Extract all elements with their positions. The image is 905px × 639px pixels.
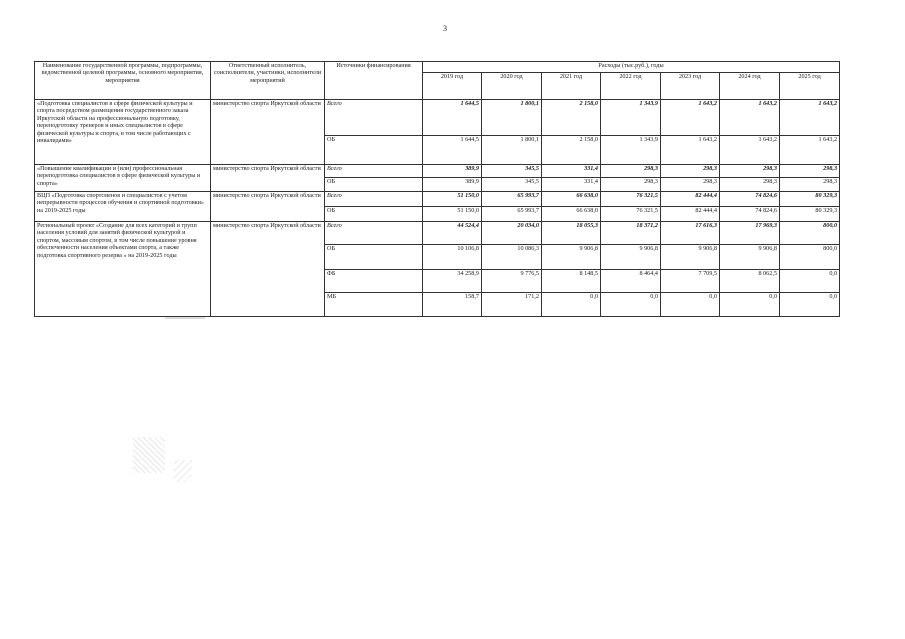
- header-expenses: Расходы (тыс.руб.), годы: [423, 62, 840, 73]
- value-cell: 298,3: [780, 165, 840, 178]
- value-cell: 800,0: [780, 222, 840, 245]
- value-cell: 345,5: [482, 165, 542, 178]
- value-cell: 76 321,5: [601, 192, 661, 207]
- value-cell: 331,4: [542, 178, 601, 192]
- value-cell: 1 343,9: [601, 136, 661, 165]
- value-cell: 298,3: [780, 178, 840, 192]
- header-year: 2022 год: [601, 73, 661, 100]
- scan-artifact: [174, 460, 192, 482]
- value-cell: 1 800,1: [482, 100, 542, 136]
- value-cell: 298,3: [601, 165, 661, 178]
- scan-artifact: [165, 317, 205, 319]
- executor: министерство спорта Иркутской области: [211, 100, 325, 165]
- value-cell: 1 644,5: [423, 136, 482, 165]
- value-cell: 298,3: [661, 165, 720, 178]
- executor: министерство спорта Иркутской области: [211, 192, 325, 222]
- header-source-column: Источники финансирования: [325, 62, 423, 100]
- value-cell: 82 444,4: [661, 192, 720, 207]
- header-year: 2019 год: [423, 73, 482, 100]
- value-cell: 20 034,0: [482, 222, 542, 245]
- value-cell: 1 644,5: [423, 100, 482, 136]
- value-cell: 0,0: [601, 293, 661, 317]
- value-cell: 7 709,5: [661, 270, 720, 293]
- budget-table: [34, 61, 840, 317]
- value-cell: 51 150,0: [423, 192, 482, 207]
- value-cell: 345,5: [482, 178, 542, 192]
- header-name-column: Наименование государственной программы, подпрограммы, ведомственной целевой программы, основного мероприятия, мероприятия: [35, 62, 211, 100]
- header-year: 2021 год: [542, 73, 601, 100]
- table-row: [35, 222, 840, 245]
- funding-source: ОБ: [325, 136, 423, 165]
- value-cell: 17 616,3: [661, 222, 720, 245]
- table-row: [35, 192, 840, 207]
- value-cell: 8 464,4: [601, 270, 661, 293]
- value-cell: 389,9: [423, 178, 482, 192]
- value-cell: 66 638,0: [542, 207, 601, 222]
- program-name: «Повышение квалификации и (или) профессиональная переподготовка специалистов в сфере физической культуры и спорта»: [35, 165, 211, 192]
- header-year: 2025 год: [780, 73, 840, 100]
- value-cell: 1 643,2: [720, 100, 780, 136]
- value-cell: 9 776,5: [482, 270, 542, 293]
- value-cell: 8 062,5: [720, 270, 780, 293]
- value-cell: 74 824,6: [720, 192, 780, 207]
- table-row: [35, 100, 840, 136]
- value-cell: 158,7: [423, 293, 482, 317]
- value-cell: 0,0: [720, 293, 780, 317]
- value-cell: 0,0: [661, 293, 720, 317]
- value-cell: 74 824,6: [720, 207, 780, 222]
- value-cell: 298,3: [720, 178, 780, 192]
- funding-source: Всего: [325, 100, 423, 136]
- funding-source: ОБ: [325, 178, 423, 192]
- value-cell: 1 643,2: [780, 136, 840, 165]
- program-name: Региональный проект «Создание для всех категорий и групп населения условий для занятий физической культурой и спортом, массовым спортом, в том числе повышение уровня обеспеченности населения объектами спорта, а также подготовка спортивного резерва » на 2019-2025 годы: [35, 222, 211, 317]
- page-number: 3: [443, 24, 447, 33]
- value-cell: 34 258,9: [423, 270, 482, 293]
- executor: министерство спорта Иркутской области: [211, 165, 325, 192]
- value-cell: 51 150,0: [423, 207, 482, 222]
- value-cell: 18 371,2: [601, 222, 661, 245]
- value-cell: 66 638,0: [542, 192, 601, 207]
- value-cell: 2 158,0: [542, 136, 601, 165]
- funding-source: Всего: [325, 222, 423, 245]
- value-cell: 800,0: [780, 245, 840, 270]
- value-cell: 1 643,2: [661, 136, 720, 165]
- value-cell: 80 329,3: [780, 192, 840, 207]
- header-year: 2023 год: [661, 73, 720, 100]
- header-executor-column: Ответственный исполнитель, соисполнители, участники, исполнители мероприятий: [211, 62, 325, 100]
- funding-source: Всего: [325, 192, 423, 207]
- value-cell: 10 106,8: [423, 245, 482, 270]
- value-cell: 171,2: [482, 293, 542, 317]
- value-cell: 0,0: [780, 293, 840, 317]
- funding-source: Всего: [325, 165, 423, 178]
- value-cell: 298,3: [661, 178, 720, 192]
- value-cell: 1 343,9: [601, 100, 661, 136]
- value-cell: 44 524,4: [423, 222, 482, 245]
- program-name: ВЦП «Подготовка спортсменов и специалистов с учетом непрерывности процессов обучения и спортивной подготовки» на 2019-2025 годы: [35, 192, 211, 222]
- value-cell: 298,3: [720, 165, 780, 178]
- value-cell: 9 906,8: [720, 245, 780, 270]
- value-cell: 1 643,2: [661, 100, 720, 136]
- value-cell: 17 969,3: [720, 222, 780, 245]
- value-cell: 10 086,3: [482, 245, 542, 270]
- value-cell: 65 993,7: [482, 192, 542, 207]
- value-cell: 1 643,2: [780, 100, 840, 136]
- executor: министерство спорта Иркутской области: [211, 222, 325, 317]
- value-cell: 18 055,3: [542, 222, 601, 245]
- value-cell: 65 993,7: [482, 207, 542, 222]
- value-cell: 82 444,4: [661, 207, 720, 222]
- value-cell: 9 906,8: [542, 245, 601, 270]
- scan-artifact: [133, 437, 165, 473]
- value-cell: 0,0: [542, 293, 601, 317]
- funding-source: ОБ: [325, 245, 423, 270]
- value-cell: 2 158,0: [542, 100, 601, 136]
- value-cell: 8 148,5: [542, 270, 601, 293]
- funding-source: ОБ: [325, 207, 423, 222]
- value-cell: 76 321,5: [601, 207, 661, 222]
- value-cell: 1 800,1: [482, 136, 542, 165]
- table-row: [35, 165, 840, 178]
- funding-source: МБ: [325, 293, 423, 317]
- value-cell: 1 643,2: [720, 136, 780, 165]
- value-cell: 389,9: [423, 165, 482, 178]
- value-cell: 0,0: [780, 270, 840, 293]
- funding-source: ФБ: [325, 270, 423, 293]
- value-cell: 9 906,8: [601, 245, 661, 270]
- header-year: 2024 год: [720, 73, 780, 100]
- value-cell: 80 329,3: [780, 207, 840, 222]
- program-name: «Подготовка специалистов в сфере физической культуры и спорта посредством размещения государственного заказа Иркутской области на профессиональную подготовку, переподготовку тренеров и иных специалистов в сфере физической культуры и спорта, в том числе работающих с инвалидами»: [35, 100, 211, 165]
- value-cell: 331,4: [542, 165, 601, 178]
- value-cell: 9 906,8: [661, 245, 720, 270]
- value-cell: 298,3: [601, 178, 661, 192]
- header-year: 2020 год: [482, 73, 542, 100]
